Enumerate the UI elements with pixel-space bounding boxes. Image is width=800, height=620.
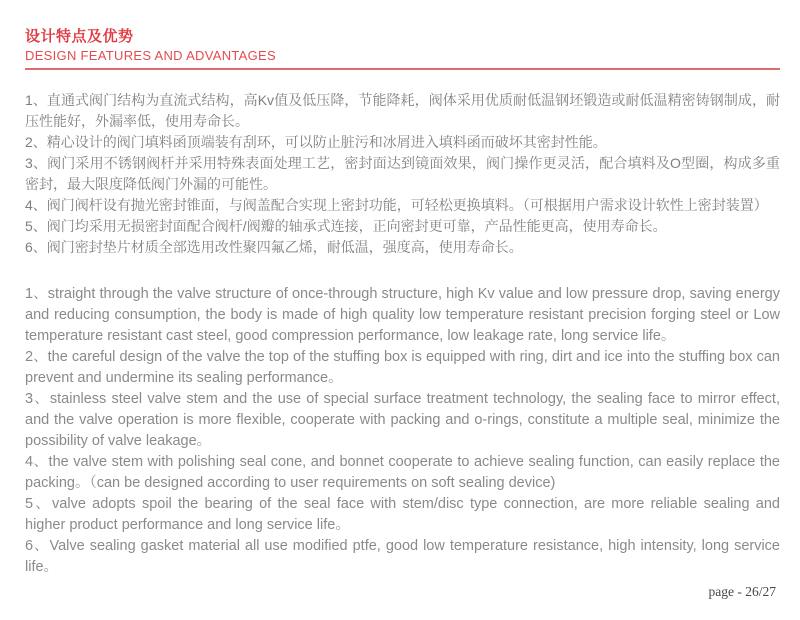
document-page bbox=[0, 28, 800, 620]
feature-item-zh-3: 3、阀门采用不锈钢阀杆并采用特殊表面处理工艺，密封面达到镜面效果，阀门操作更灵活，配合填料及O型圈，构成多重密封，最大限度降低阀门外漏的可能性。 bbox=[25, 155, 780, 192]
features-list-chinese bbox=[25, 90, 780, 258]
features-list-english bbox=[25, 284, 780, 578]
page-number: page - 26/27 bbox=[708, 584, 776, 599]
feature-item-zh-4: 4、阀门阀杆设有抛光密封锥面，与阀盖配合实现上密封功能，可轻松更换填料。（可根据用户需求设计软性上密封装置） bbox=[25, 197, 768, 213]
feature-item-en-4: 4、the valve stem with polishing seal cone, and bonnet cooperate to achieve sealing function, can easily replace the packing。（can be designed according to user requirements on soft sealing device) bbox=[25, 454, 780, 491]
feature-item-zh-6: 6、阀门密封垫片材质全部选用改性聚四氟乙烯，耐低温，强度高，使用寿命长。 bbox=[25, 239, 523, 255]
feature-item-zh-1: 1、直通式阀门结构为直流式结构，高Kv值及低压降，节能降耗，阀体采用优质耐低温钢坯锻造或耐低温精密铸钢制成，耐压性能好，外漏率低，使用寿命长。 bbox=[25, 92, 780, 129]
header-divider bbox=[25, 68, 780, 70]
feature-item-en-2: 2、the careful design of the valve the top of the stuffing box is equipped with ring, dirt and ice into the stuffing box can prevent and undermine its sealing performance。 bbox=[25, 349, 780, 386]
feature-item-en-1: 1、straight through the valve structure of once-through structure, high Kv value and low pressure drop, saving energy and reducing consumption, the body is made of high quality low temperature resistant precision forging steel or Low temperature resistant cast steel, good compression performance, low leakage rate, long service life。 bbox=[25, 286, 780, 344]
feature-item-en-3: 3、stainless steel valve stem and the use of special surface treatment technology, the sealing face to mirror effect, and the valve operation is more flexible, cooperate with packing and o-rings, constitute a multiple seal, minimize the possibility of valve leakage。 bbox=[25, 391, 780, 449]
feature-item-en-6: 6、Valve sealing gasket material all use modified ptfe, good low temperature resistance, high intensity, long service life。 bbox=[25, 538, 780, 575]
page-subtitle: DESIGN FEATURES AND ADVANTAGES bbox=[25, 48, 276, 63]
feature-item-zh-2: 2、精心设计的阀门填料函顶端装有刮环，可以防止脏污和冰屑进入填料函而破坏其密封性能。 bbox=[25, 134, 607, 150]
section-header bbox=[25, 28, 780, 70]
page-title: 设计特点及优势 bbox=[25, 28, 134, 45]
feature-item-zh-5: 5、阀门均采用无损密封面配合阀杆/阀瓣的轴承式连接，正向密封更可靠，产品性能更高，使用寿命长。 bbox=[25, 218, 667, 234]
feature-item-en-5: 5、valve adopts spoil the bearing of the seal face with stem/disc type connection, are more reliable sealing and higher product performance and long service life。 bbox=[25, 496, 780, 533]
